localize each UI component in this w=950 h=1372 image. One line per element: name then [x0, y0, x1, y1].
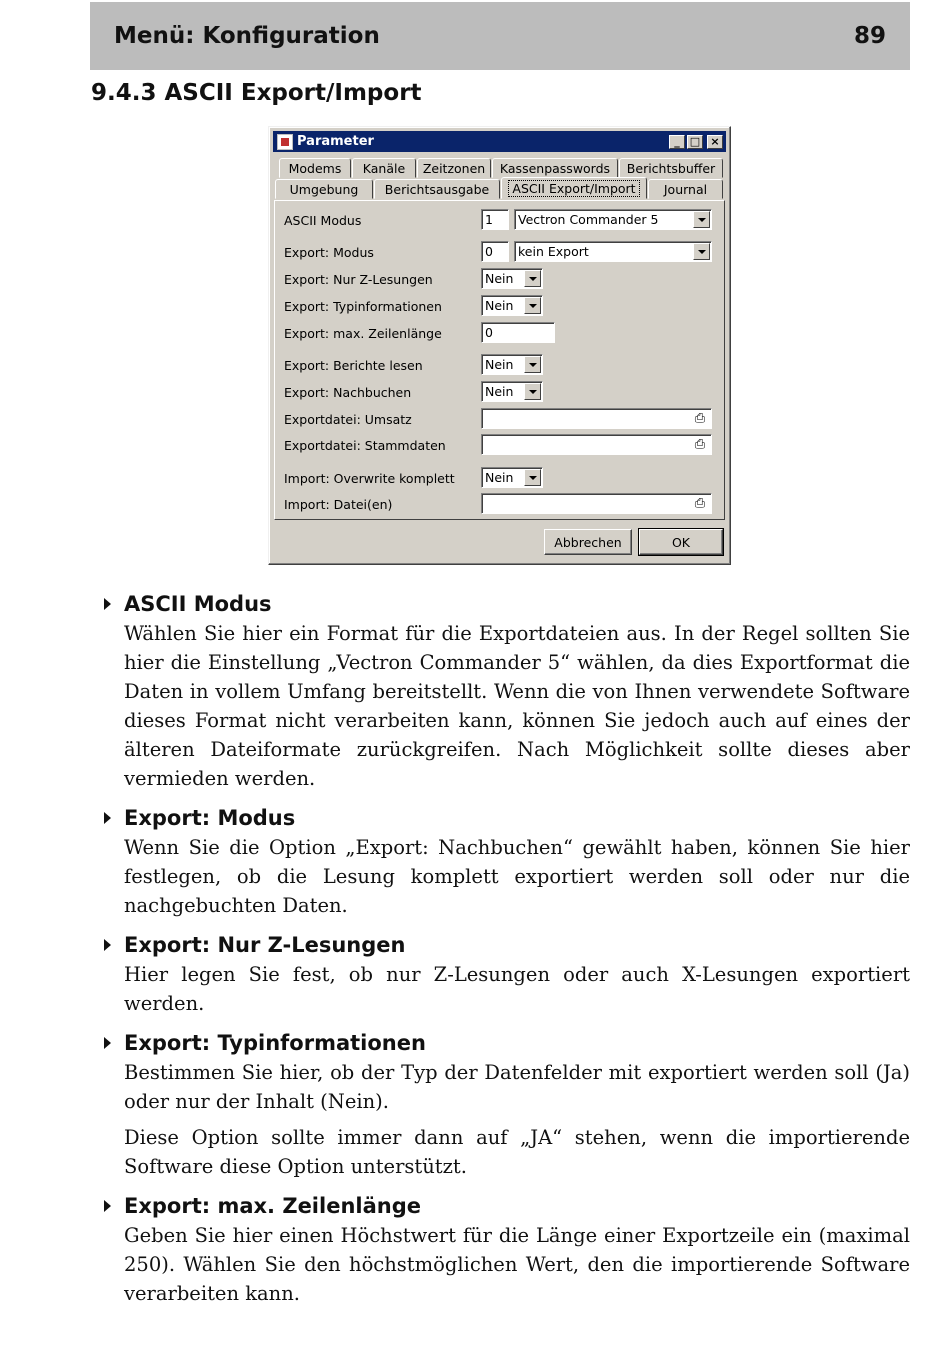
- section-title: 9.4.3 ASCII Export/Import: [91, 80, 422, 106]
- import-dateien-input[interactable]: [481, 493, 712, 514]
- tab-label: Modems: [288, 160, 342, 176]
- bullet-arrow-icon: [104, 939, 111, 951]
- export-modus-input[interactable]: 0: [481, 241, 509, 262]
- chevron-down-icon[interactable]: [524, 383, 541, 400]
- close-button[interactable]: ×: [707, 135, 723, 149]
- max-zeilenlaenge-input[interactable]: 0: [481, 322, 555, 343]
- page-header: [90, 2, 910, 70]
- item-title: Export: Nur Z-Lesungen: [124, 933, 406, 957]
- tab-label: Journal: [663, 181, 708, 197]
- parameter-dialog: [268, 126, 731, 565]
- tab-berichtsbuffer[interactable]: [619, 158, 723, 178]
- overwrite-komplett-select[interactable]: [481, 467, 543, 488]
- export-modus-selected: kein Export: [518, 244, 589, 259]
- tab-zeitzonen[interactable]: [417, 158, 491, 178]
- bullet-arrow-icon: [104, 812, 111, 824]
- ascii-modus-select[interactable]: [514, 209, 712, 230]
- ascii-modus-selected: Vectron Commander 5: [518, 212, 659, 227]
- overwrite-komplett-value: Nein: [485, 470, 514, 485]
- label-import-dateien: Import: Datei(en): [284, 497, 393, 512]
- item-text: Geben Sie hier einen Höchstwert für die Länge einer Exportzeile ein (maximal 250). Wählen Sie den höchstmöglichen Wert, den die importierende Software verarbeiten kann.: [124, 1224, 910, 1305]
- label-export-modus: Export: Modus: [284, 245, 374, 260]
- bullet-arrow-icon: [104, 1037, 111, 1049]
- exportdatei-umsatz-input[interactable]: [481, 408, 712, 429]
- typinformationen-value: Nein: [485, 298, 514, 313]
- chevron-down-icon[interactable]: [524, 297, 541, 314]
- chevron-down-icon[interactable]: [524, 469, 541, 486]
- list-item: [124, 590, 910, 793]
- dialog-title: Parameter: [297, 134, 374, 149]
- item-text: Wenn Sie die Option „Export: Nachbuchen“ gewählt haben, können Sie hier festlegen, ob die Lesung komplett exportiert werden soll oder nur die nachgebuchten Daten.: [124, 836, 910, 917]
- chevron-down-icon[interactable]: [524, 270, 541, 287]
- chevron-down-icon[interactable]: [693, 243, 710, 260]
- description-list: [124, 590, 910, 1319]
- file-browse-icon[interactable]: ⎙: [694, 496, 706, 511]
- item-title: Export: Typinformationen: [124, 1031, 426, 1055]
- tab-modems[interactable]: [279, 158, 351, 178]
- tab-umgebung[interactable]: [275, 179, 373, 199]
- dialog-titlebar[interactable]: [273, 131, 726, 152]
- tab-label: Kassenpasswords: [499, 160, 611, 176]
- tab-ascii-export-import[interactable]: [501, 177, 647, 199]
- tab-label: Kanäle: [362, 160, 406, 176]
- item-title: Export: Modus: [124, 806, 296, 830]
- typinformationen-select[interactable]: [481, 295, 543, 316]
- item-title: ASCII Modus: [124, 592, 272, 616]
- list-item: [124, 1192, 910, 1308]
- nur-z-lesungen-value: Nein: [485, 271, 514, 286]
- page-number: 89: [853, 23, 886, 49]
- minimize-button[interactable]: _: [669, 135, 685, 149]
- exportdatei-stammdaten-input[interactable]: [481, 434, 712, 455]
- maximize-button[interactable]: □: [687, 135, 703, 149]
- bullet-arrow-icon: [104, 598, 111, 610]
- label-ascii-modus: ASCII Modus: [284, 213, 362, 228]
- app-icon: [277, 134, 293, 150]
- item-text: Diese Option sollte immer dann auf „JA“ stehen, wenn die importierende Software diese Option unterstützt.: [124, 1126, 910, 1178]
- item-title: Export: max. Zeilenlänge: [124, 1194, 421, 1218]
- header-title: Menü: Konfiguration: [114, 23, 380, 49]
- list-item: [124, 931, 910, 1018]
- nachbuchen-value: Nein: [485, 384, 514, 399]
- item-text: Hier legen Sie fest, ob nur Z-Lesungen oder auch X-Lesungen exportiert werden.: [124, 963, 910, 1015]
- nachbuchen-select[interactable]: [481, 381, 543, 402]
- label-typinformationen: Export: Typinformationen: [284, 299, 442, 314]
- ascii-modus-input[interactable]: 1: [481, 209, 509, 230]
- label-berichte-lesen: Export: Berichte lesen: [284, 358, 423, 373]
- file-browse-icon[interactable]: ⎙: [694, 411, 706, 426]
- label-overwrite-komplett: Import: Overwrite komplett: [284, 471, 455, 486]
- berichte-lesen-select[interactable]: [481, 354, 543, 375]
- file-browse-icon[interactable]: ⎙: [694, 437, 706, 452]
- tab-label: Zeitzonen: [422, 160, 486, 176]
- item-text: Wählen Sie hier ein Format für die Exportdateien aus. In der Regel sollten Sie hier die Einstellung „Vectron Commander 5“ wählen, da dies Exportformat die Daten in vollem Umfang bereitstellt. Wenn die von Ihnen verwendete Software dieses Format nicht verarbeiten kann, können Sie jedoch auch auf eines der älteren Dateiformate zurückgreifen. Nach Möglichkeit sollte dieses aber vermieden werden.: [124, 622, 910, 790]
- item-text: Bestimmen Sie hier, ob der Typ der Datenfelder mit exportiert werden soll (Ja) oder nur der Inhalt (Nein).: [124, 1061, 910, 1113]
- label-nachbuchen: Export: Nachbuchen: [284, 385, 412, 400]
- export-modus-select[interactable]: [514, 241, 712, 262]
- list-item: [124, 1029, 910, 1181]
- cancel-button[interactable]: Abbrechen: [544, 529, 632, 555]
- label-exportdatei-umsatz: Exportdatei: Umsatz: [284, 412, 412, 427]
- label-max-zeilenlaenge: Export: max. Zeilenlänge: [284, 326, 442, 341]
- chevron-down-icon[interactable]: [524, 356, 541, 373]
- label-nur-z-lesungen: Export: Nur Z-Lesungen: [284, 272, 433, 287]
- list-item: [124, 804, 910, 920]
- chevron-down-icon[interactable]: [693, 211, 710, 228]
- bullet-arrow-icon: [104, 1200, 111, 1212]
- tab-kanaele[interactable]: [352, 158, 416, 178]
- tab-label: ASCII Export/Import: [508, 180, 639, 197]
- label-exportdatei-stammdaten: Exportdatei: Stammdaten: [284, 438, 446, 453]
- tab-label: Berichtsbuffer: [626, 160, 716, 176]
- nur-z-lesungen-select[interactable]: [481, 268, 543, 289]
- tab-berichtsausgabe[interactable]: [374, 179, 500, 199]
- tab-label: Umgebung: [289, 181, 359, 197]
- berichte-lesen-value: Nein: [485, 357, 514, 372]
- tab-label: Berichtsausgabe: [384, 181, 490, 197]
- tab-journal[interactable]: [648, 179, 723, 199]
- tab-kassenpasswords[interactable]: [492, 158, 618, 178]
- ok-button[interactable]: OK: [639, 529, 723, 555]
